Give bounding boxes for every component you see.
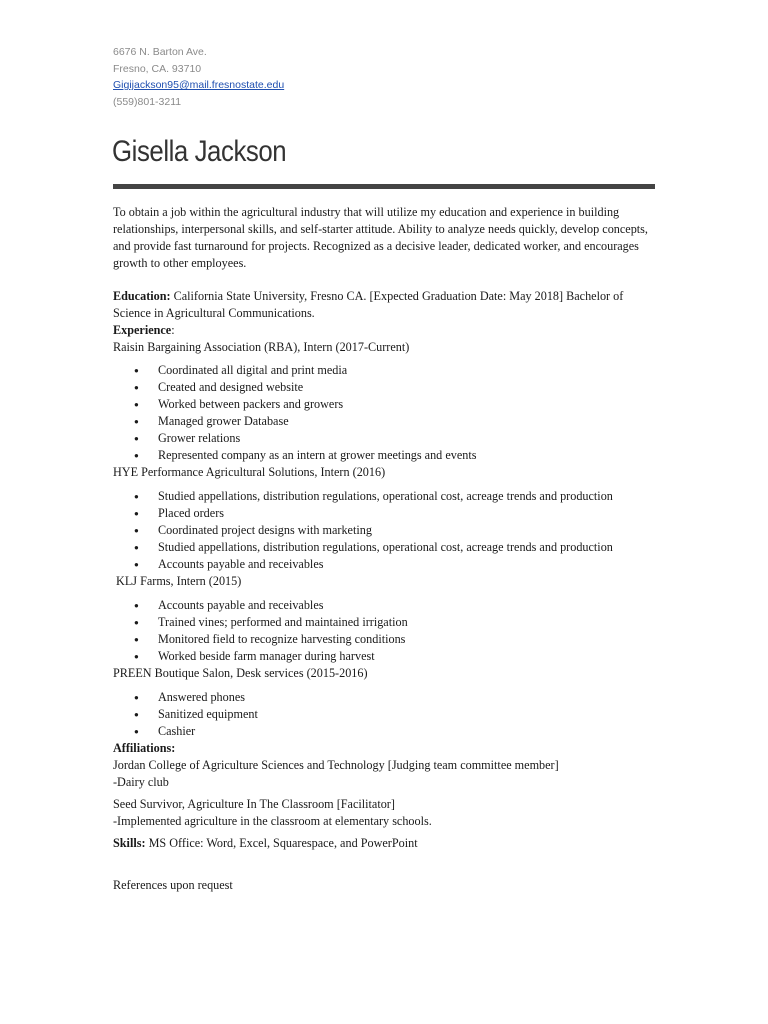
job-title: PREEN Boutique Salon, Desk services (2015-2016) — [113, 666, 368, 680]
list-item: ● Accounts payable and receivables — [113, 556, 657, 573]
education-label: Education: — [113, 289, 171, 303]
job-bullet-list — [113, 689, 657, 740]
list-item: ● Worked beside farm manager during harvest — [113, 648, 657, 665]
list-item: ● Studied appellations, distribution regulations, operational cost, acreage trends and production — [113, 539, 657, 556]
resume-page — [113, 44, 657, 894]
list-item: ● Grower relations — [113, 430, 657, 447]
job-title: Raisin Bargaining Association (RBA), Intern (2017-Current) — [113, 340, 410, 354]
education-text: California State University, Fresno CA. [Expected Graduation Date: May 2018] Bachelor of Science in Agricultural Communications. — [113, 289, 624, 320]
list-item: ● Cashier — [113, 723, 657, 740]
list-item: ● Coordinated all digital and print media — [113, 362, 657, 379]
list-item: ● Placed orders — [113, 505, 657, 522]
skills-label: Skills: — [113, 836, 146, 850]
skills-text: MS Office: Word, Excel, Squarespace, and PowerPoint — [145, 836, 418, 850]
education-section — [113, 288, 657, 322]
list-item: ● Represented company as an intern at grower meetings and events — [113, 447, 657, 464]
header-divider — [113, 184, 655, 189]
list-item: ● Managed grower Database — [113, 413, 657, 430]
affiliation-line: -Dairy club — [113, 775, 169, 789]
list-item: ● Answered phones — [113, 689, 657, 706]
contact-street: 6676 N. Barton Ave. — [113, 46, 207, 58]
affiliation-line: Seed Survivor, Agriculture In The Classroom [Facilitator] — [113, 797, 395, 811]
experience-label: Experience — [113, 323, 172, 337]
list-item: ● Trained vines; performed and maintained irrigation — [113, 614, 657, 631]
job-bullet-list — [113, 488, 657, 573]
affiliations-label: Affiliations: — [113, 741, 176, 755]
contact-block — [113, 44, 657, 110]
references-note: References upon request — [113, 878, 233, 892]
list-item: ● Created and designed website — [113, 379, 657, 396]
list-item: ● Monitored field to recognize harvesting conditions — [113, 631, 657, 648]
experience-heading — [113, 322, 657, 339]
skills-section — [113, 835, 657, 852]
list-item: ● Worked between packers and growers — [113, 396, 657, 413]
spacer — [113, 852, 657, 877]
experience-colon: : — [171, 323, 175, 337]
affiliation-line: Jordan College of Agriculture Sciences and Technology [Judging team committee member] — [113, 758, 559, 772]
spacer — [113, 272, 657, 288]
job-bullet-list — [113, 362, 657, 464]
job-bullet-list — [113, 597, 657, 665]
objective-paragraph: To obtain a job within the agricultural industry that will utilize my education and experience in building relationships, interpersonal skills, and self-starter attitude. Ability to analyze needs quickly, develop concepts, and provide fast turnaround for projects. Recognized as a decisive leader, dedicated worker, and encourages growth to other employees. — [113, 205, 648, 270]
job-title: HYE Performance Agricultural Solutions, Intern (2016) — [113, 465, 386, 479]
list-item: ● Studied appellations, distribution regulations, operational cost, acreage trends and production — [113, 488, 657, 505]
affiliation-line: -Implemented agriculture in the classroom at elementary schools. — [113, 814, 432, 828]
candidate-name: Gisella Jackson — [112, 135, 287, 168]
contact-phone: (559)801-3211 — [113, 95, 182, 108]
contact-email-link[interactable]: Gigijackson95@mail.fresnostate.edu — [113, 79, 285, 91]
contact-city: Fresno, CA. 93710 — [113, 62, 202, 75]
job-title: KLJ Farms, Intern (2015) — [113, 574, 242, 588]
list-item: ● Accounts payable and receivables — [113, 597, 657, 614]
list-item: ● Coordinated project designs with marketing — [113, 522, 657, 539]
list-item: ● Sanitized equipment — [113, 706, 657, 723]
